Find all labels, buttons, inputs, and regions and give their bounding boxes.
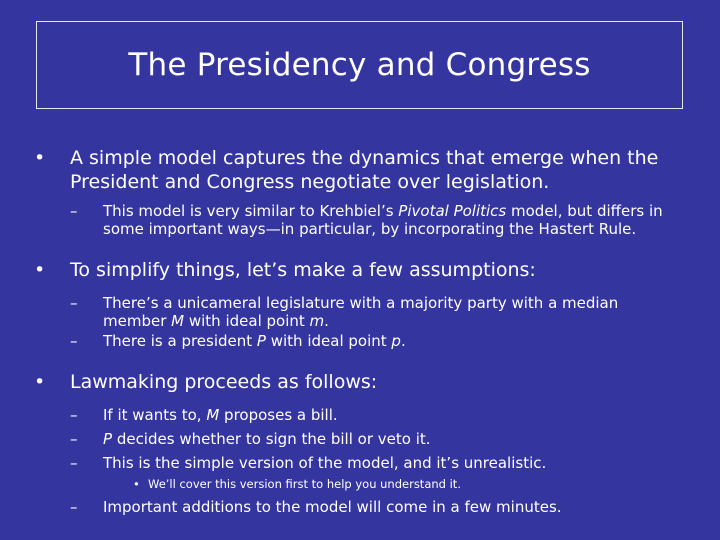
bullet-marker: • (34, 147, 46, 169)
sub-bullet-text: This is the simple version of the model, and it’s unrealistic. (103, 454, 547, 472)
dash-marker: – (70, 332, 78, 350)
dash-marker: – (70, 202, 78, 220)
sub-bullet-item (30, 294, 685, 330)
sub-bullet-item (30, 498, 685, 516)
bullet-marker: • (133, 477, 140, 491)
bullet-text: A simple model captures the dynamics that emerge when the President and Congress negotiate over legislation. (70, 147, 659, 193)
sub-bullet-text: If it wants to, M proposes a bill. (103, 406, 338, 424)
sub-sub-bullet-item (30, 476, 685, 492)
sub-bullet-text: There is a president P with ideal point p. (103, 332, 406, 350)
bullet-item (30, 258, 685, 282)
slide-body (30, 146, 685, 516)
dash-marker: – (70, 430, 78, 448)
bullet-item (30, 146, 685, 194)
dash-marker: – (70, 454, 78, 472)
bullet-text: To simplify things, let’s make a few assumptions: (70, 259, 536, 281)
bullet-marker: • (34, 371, 46, 393)
sub-bullet-item (30, 430, 685, 448)
sub-bullet-item (30, 332, 685, 350)
title-box (36, 21, 683, 109)
slide-title: The Presidency and Congress (128, 47, 591, 83)
dash-marker: – (70, 498, 78, 516)
sub-sub-bullet-text: We’ll cover this version first to help you understand it. (148, 477, 461, 491)
dash-marker: – (70, 294, 78, 312)
sub-bullet-text: There’s a unicameral legislature with a majority party with a median member M with ideal point m. (103, 294, 619, 330)
sub-bullet-text: Important additions to the model will come in a few minutes. (103, 498, 562, 516)
bullet-list (30, 146, 685, 516)
dash-marker: – (70, 406, 78, 424)
bullet-text: Lawmaking proceeds as follows: (70, 371, 378, 393)
sub-bullet-item (30, 454, 685, 472)
bullet-marker: • (34, 259, 46, 281)
sub-bullet-text: P decides whether to sign the bill or veto it. (103, 430, 431, 448)
sub-bullet-item (30, 406, 685, 424)
bullet-item (30, 370, 685, 394)
sub-bullet-text: This model is very similar to Krehbiel’s Pivotal Politics model, but differs in some important ways—in particular, by incorporating the Hastert Rule. (103, 202, 663, 238)
sub-bullet-item (30, 202, 685, 238)
